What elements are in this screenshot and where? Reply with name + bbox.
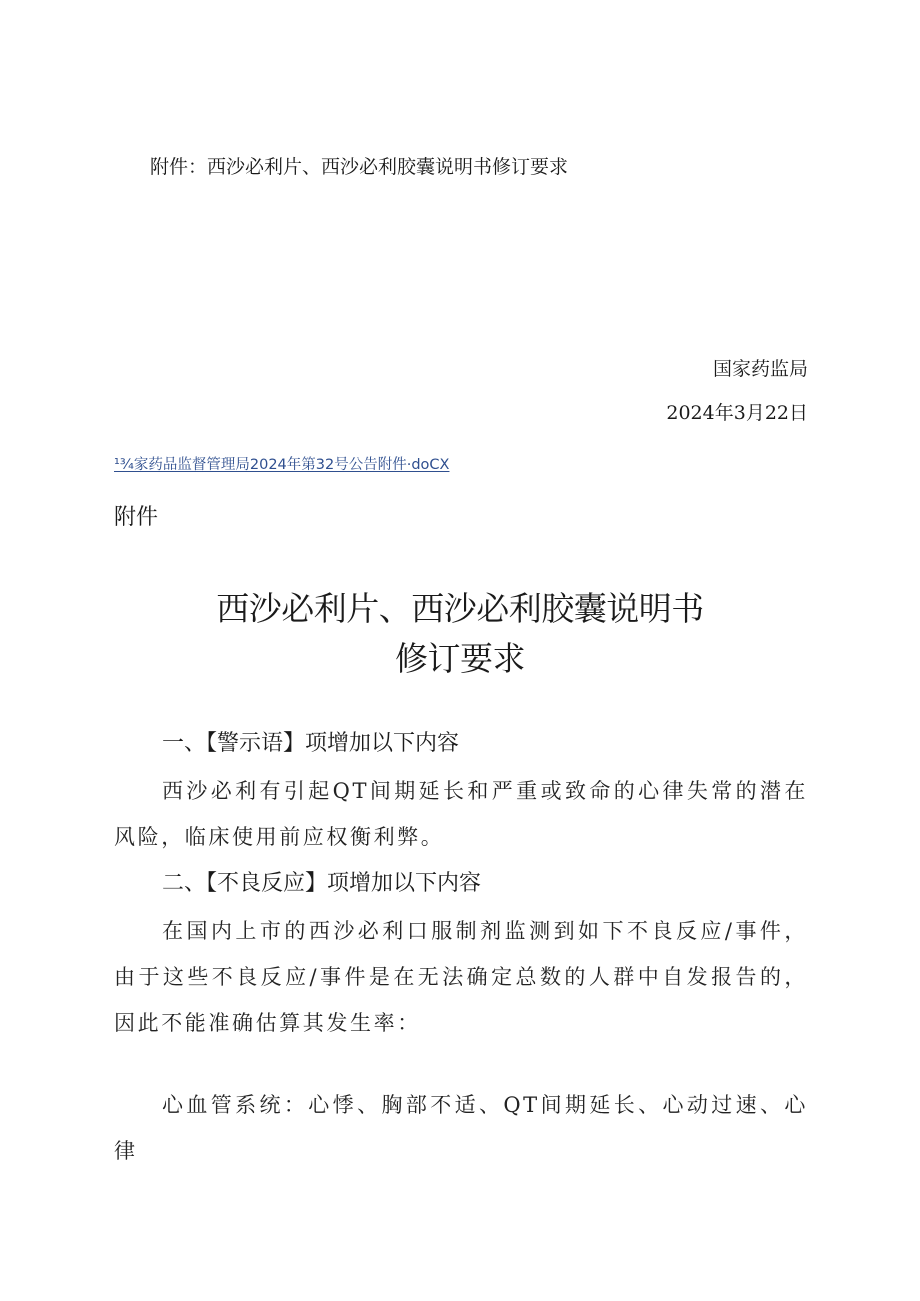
section-heading-adverse-reactions: 二、【不良反应】项增加以下内容: [162, 871, 482, 896]
section-paragraph-cardiovascular: 心血管系统：心悸、胸部不适、QT间期延长、心动过速、心律: [114, 1093, 808, 1163]
section-paragraph-warning: 西沙必利有引起QT间期延长和严重或致命的心律失常的潜在风险，临床使用前应权衡利弊。: [114, 779, 808, 849]
issuer-name: 国家药监局: [712, 358, 808, 380]
document-title-line-1: 西沙必利片、西沙必利胶囊说明书: [216, 589, 704, 628]
section-heading-warning: 一、【警示语】项增加以下内容: [162, 731, 460, 756]
document-title-line-2: 修订要求: [395, 639, 525, 678]
attachment-note: 附件：西沙必利片、西沙必利胶囊说明书修订要求: [150, 156, 569, 178]
section-paragraph-adverse-intro: 在国内上市的西沙必利口服制剂监测到如下不良反应/事件，由于这些不良反应/事件是在无法确定总数的人群中自发报告的，因此不能准确估算其发生率：: [114, 919, 808, 1035]
attachment-file-link[interactable]: ¹¾家药品监督管理局2024年第32号公告附件·doCX: [114, 457, 450, 473]
attachment-label: 附件: [114, 505, 159, 530]
issue-date: 2024年3月22日: [666, 402, 808, 424]
